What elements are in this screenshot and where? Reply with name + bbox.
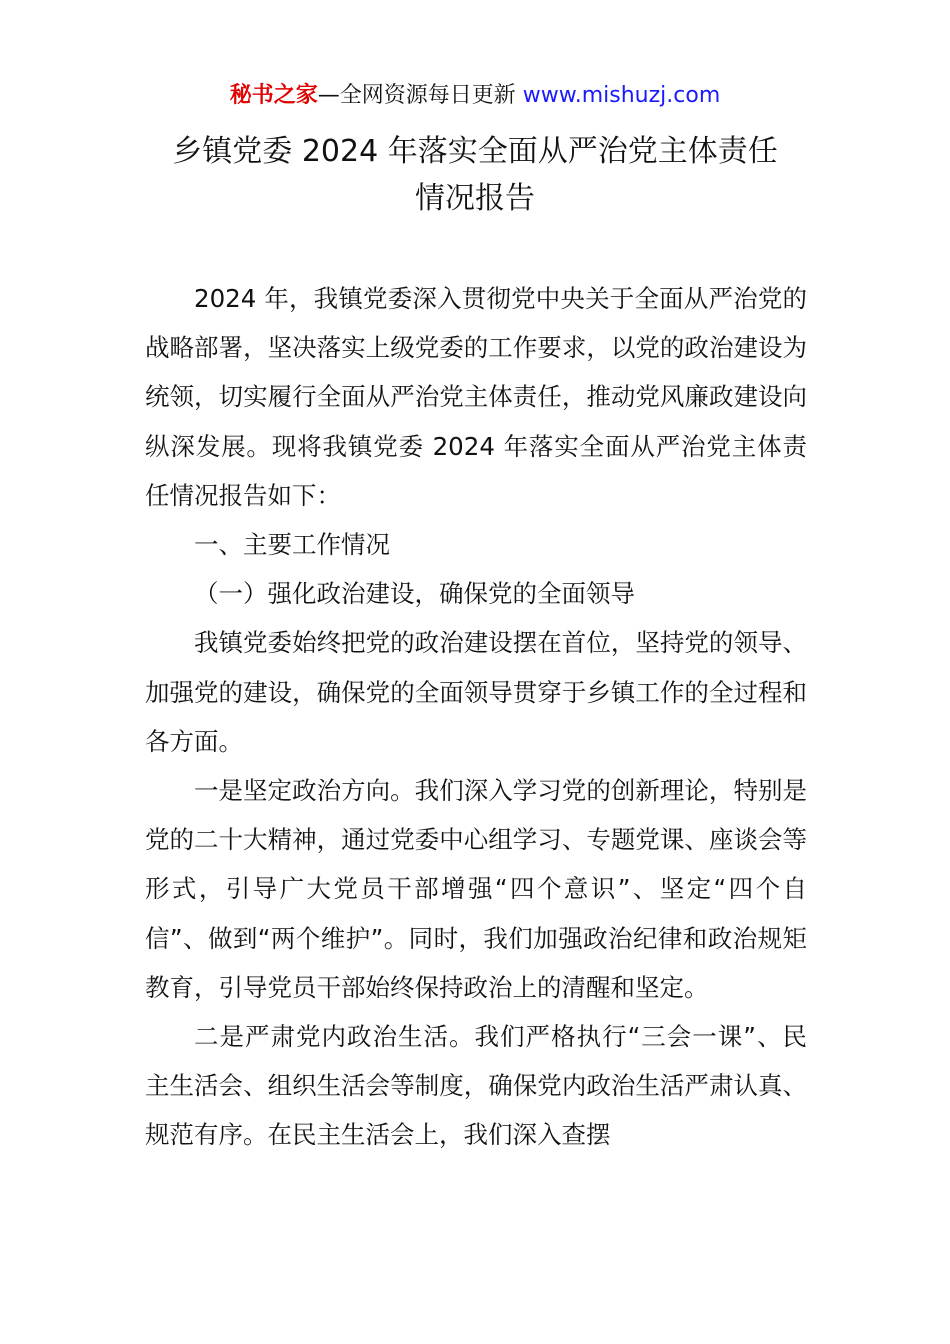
title-line-2: 情况报告	[415, 181, 535, 216]
brand-name: 秘书之家	[229, 83, 318, 108]
paragraph: 二是严肃党内政治生活。我们严格执行“三会一课”、民主生活会、组织生活会等制度，确保党内政治生活严肃认真、规范有序。在民主生活会上，我们深入查摆	[145, 1022, 807, 1150]
paragraph: 我镇党委始终把党的政治建设摆在首位，坚持党的领导、加强党的建设，确保党的全面领导贯穿于乡镇工作的全过程和各方面。	[145, 628, 807, 756]
site-header	[0, 80, 950, 112]
paragraph: 一是坚定政治方向。我们深入学习党的创新理论，特别是党的二十大精神，通过党委中心组学习、专题党课、座谈会等形式，引导广大党员干部增强“四个意识”、坚定“四个自信”、做到“两个维护”。同时，我们加强政治纪律和政治规矩教育，引导党员干部始终保持政治上的清醒和坚定。	[145, 776, 807, 1002]
site-url[interactable]: www.mishuzj.com	[522, 83, 721, 108]
section-heading: 一、主要工作情况	[194, 530, 390, 560]
header-tagline: —全网资源每日更新	[317, 83, 523, 108]
document-body	[145, 274, 807, 1160]
document-title	[0, 128, 950, 222]
subsection-heading: （一）强化政治建设，确保党的全面领导	[194, 579, 635, 609]
title-line-1: 乡镇党委 2024 年落实全面从严治党主体责任	[172, 134, 778, 169]
paragraph-intro: 2024 年，我镇党委深入贯彻党中央关于全面从严治党的战略部署，坚决落实上级党委的工作要求，以党的政治建设为统领，切实履行全面从严治党主体责任，推动党风廉政建设向纵深发展。现将我镇党委 2024 年落实全面从严治党主体责任情况报告如下：	[145, 284, 807, 510]
